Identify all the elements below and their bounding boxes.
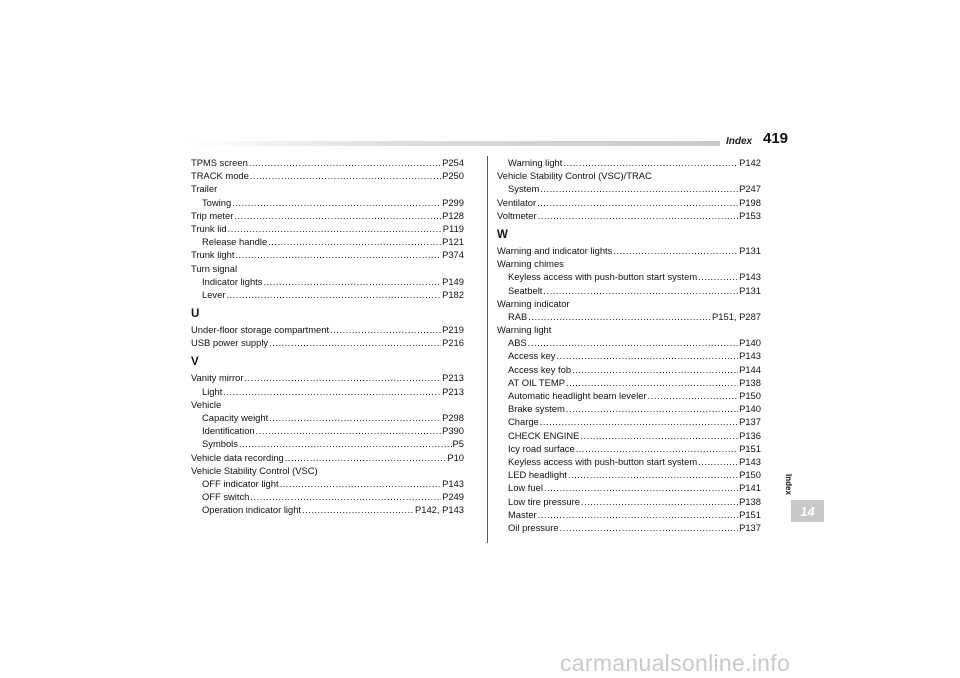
index-entry-label: Trunk light <box>191 249 235 261</box>
index-entry[interactable] <box>191 275 464 288</box>
index-page-ref[interactable]: P143 <box>739 271 761 283</box>
index-entry[interactable] <box>497 481 761 494</box>
dot-leader <box>249 156 441 169</box>
dot-leader <box>239 437 452 450</box>
dot-leader <box>538 508 738 521</box>
index-page-ref[interactable]: P142 <box>739 157 761 168</box>
index-page-ref[interactable]: P142, P143 <box>415 504 464 516</box>
index-entry[interactable] <box>497 442 761 455</box>
index-entry-label: OFF indicator light <box>202 477 279 489</box>
index-entry[interactable] <box>191 385 464 398</box>
index-page-ref[interactable]: P137 <box>739 521 761 533</box>
dot-leader <box>269 336 441 349</box>
index-entry[interactable] <box>191 235 464 248</box>
index-page-ref[interactable]: P140 <box>739 337 761 349</box>
chapter-tab[interactable]: 14 <box>791 500 824 522</box>
index-column-left <box>191 156 464 517</box>
index-entry-label: CHECK ENGINE <box>508 429 580 441</box>
index-entry-label: Trunk lid <box>191 222 227 234</box>
index-entry-label: Automatic headlight beam leveler <box>508 390 647 401</box>
index-page-ref[interactable]: P374 <box>442 249 464 261</box>
index-entry-label: Lever <box>202 288 226 300</box>
index-page-ref[interactable]: P213 <box>442 385 464 397</box>
index-page-ref[interactable]: P119 <box>442 222 464 234</box>
dot-leader <box>580 429 738 442</box>
index-page-ref[interactable]: P182 <box>442 288 464 300</box>
dot-leader <box>581 495 738 508</box>
watermark: carmanualsonline.info <box>560 650 791 676</box>
index-entry-label: TPMS screen <box>191 157 248 168</box>
index-entry-label: Seatbelt <box>508 284 543 296</box>
dot-leader <box>528 310 711 323</box>
dot-leader <box>540 182 738 195</box>
section-title: Index <box>726 136 753 147</box>
dot-leader <box>269 411 441 424</box>
index-entry[interactable] <box>191 424 464 437</box>
index-page-ref[interactable]: P150 <box>739 390 761 401</box>
index-entry[interactable] <box>497 376 761 389</box>
index-entry[interactable] <box>497 455 761 468</box>
index-entry-label: Access key <box>508 350 556 362</box>
index-entry-label: Ventilator <box>497 196 537 208</box>
dot-leader <box>613 244 738 257</box>
index-page-ref[interactable]: P247 <box>739 183 761 195</box>
index-entry[interactable] <box>191 196 464 209</box>
index-entry[interactable] <box>191 503 464 516</box>
dot-leader <box>566 376 738 389</box>
dot-leader <box>556 349 738 362</box>
dot-leader <box>244 371 441 384</box>
header-rule <box>190 141 720 146</box>
index-column-right <box>497 156 761 534</box>
index-entry[interactable] <box>191 411 464 424</box>
index-entry-label: Symbols <box>202 438 238 450</box>
dot-leader <box>285 451 447 464</box>
index-entry[interactable] <box>497 156 761 169</box>
index-entry[interactable] <box>497 495 761 508</box>
index-entry-label: Low fuel <box>508 482 543 494</box>
index-entry[interactable] <box>191 336 464 349</box>
index-entry[interactable] <box>497 402 761 415</box>
dot-leader <box>543 284 738 297</box>
index-entry-label: Icy road surface <box>508 442 575 454</box>
dot-leader <box>648 389 738 402</box>
index-entry[interactable] <box>497 363 761 376</box>
index-group-heading <box>497 169 761 182</box>
index-entry-label: System <box>508 183 540 195</box>
index-entry-label: TRACK mode <box>191 170 249 182</box>
dot-leader <box>568 468 738 481</box>
index-page-ref[interactable]: P136 <box>739 429 761 441</box>
index-page-ref[interactable]: P137 <box>739 416 761 428</box>
index-entry-label: Charge <box>508 416 539 428</box>
index-group-heading <box>497 257 761 270</box>
index-entry[interactable] <box>497 182 761 195</box>
dot-leader <box>576 442 738 455</box>
index-entry-label: USB power supply <box>191 337 269 349</box>
dot-leader <box>330 323 441 336</box>
index-entry-label: Towing <box>202 196 232 208</box>
index-letter-heading: W <box>497 228 508 241</box>
dot-leader <box>226 288 441 301</box>
index-entry-label: Keyless access with push-button start system <box>508 455 698 467</box>
index-group-heading <box>497 297 761 310</box>
index-group-heading <box>191 398 464 411</box>
index-entry-label: ABS <box>508 337 527 349</box>
index-entry-label: Warning indicator <box>497 297 570 309</box>
index-page-ref[interactable]: P249 <box>442 491 464 503</box>
index-entry-label: Vehicle Stability Control (VSC) <box>191 464 318 476</box>
index-entry[interactable] <box>191 477 464 490</box>
index-entry[interactable] <box>497 209 761 222</box>
index-entry-label: Keyless access with push-button start system <box>508 271 698 283</box>
index-page-ref[interactable]: P143 <box>442 477 464 489</box>
index-entry[interactable] <box>497 284 761 297</box>
index-page-ref[interactable]: P150 <box>739 469 761 481</box>
index-page-ref[interactable]: P141 <box>739 482 761 494</box>
index-entry[interactable] <box>191 169 464 182</box>
index-page-ref[interactable]: P250 <box>442 170 464 182</box>
index-entry-label: Turn signal <box>191 262 238 274</box>
dot-leader <box>572 363 738 376</box>
index-entry[interactable] <box>497 521 761 534</box>
index-group-heading <box>191 262 464 275</box>
index-entry-label: Access key fob <box>508 363 572 375</box>
index-entry-label: Warning light <box>508 157 563 168</box>
index-entry-label: Low tire pressure <box>508 495 580 507</box>
index-page-ref[interactable]: P198 <box>739 196 761 208</box>
index-entry[interactable] <box>191 156 464 169</box>
index-entry-label: AT OIL TEMP <box>508 376 565 388</box>
index-entry-label: RAB <box>508 310 528 322</box>
dot-leader <box>250 169 441 182</box>
dot-leader <box>544 481 738 494</box>
index-page-ref[interactable]: P131 <box>739 284 761 296</box>
index-letter-heading: V <box>191 356 199 369</box>
dot-leader <box>280 477 442 490</box>
dot-leader <box>566 402 738 415</box>
index-entry[interactable] <box>191 209 464 222</box>
index-entry-label: Indicator lights <box>202 275 263 287</box>
index-entry[interactable] <box>497 468 761 481</box>
side-tab-label: Index <box>784 474 793 495</box>
dot-leader <box>528 336 738 349</box>
index-entry-label: Identification <box>202 425 255 437</box>
index-page-ref[interactable]: P138 <box>739 495 761 507</box>
index-entry-label: Under-floor storage compartment <box>191 324 330 336</box>
index-page-ref[interactable]: P10 <box>447 451 464 463</box>
index-entry[interactable] <box>191 248 464 261</box>
index-entry-label: Release handle <box>202 236 268 248</box>
index-entry-label: Vehicle data recording <box>191 451 284 463</box>
index-entry-label: Operation indicator light <box>202 504 302 516</box>
index-page-ref[interactable]: P299 <box>442 196 464 208</box>
index-entry[interactable] <box>497 270 761 283</box>
dot-leader <box>228 222 442 235</box>
index-entry[interactable] <box>191 490 464 503</box>
dot-leader <box>232 196 441 209</box>
dot-leader <box>563 156 738 169</box>
index-entry[interactable] <box>191 451 464 464</box>
dot-leader <box>250 490 441 503</box>
dot-leader <box>698 270 738 283</box>
index-letter-heading: U <box>191 308 200 321</box>
column-divider <box>487 156 488 543</box>
index-page-ref[interactable]: P254 <box>442 157 464 168</box>
index-entry-label: Trip meter <box>191 209 234 221</box>
index-page-ref[interactable]: P149 <box>442 275 464 287</box>
index-entry-label: LED headlight <box>508 469 567 481</box>
index-entry-label: Oil pressure <box>508 521 559 533</box>
index-page-ref[interactable]: P121 <box>442 236 464 248</box>
index-entry-label: Light <box>202 385 223 397</box>
index-entry[interactable] <box>191 323 464 336</box>
index-entry[interactable] <box>497 244 761 257</box>
index-page-ref[interactable]: P128 <box>442 209 464 221</box>
index-entry[interactable] <box>191 222 464 235</box>
dot-leader <box>256 424 441 437</box>
index-entry[interactable] <box>497 196 761 209</box>
index-entry-label: Vehicle <box>191 398 222 410</box>
dot-leader <box>698 455 738 468</box>
index-page-ref[interactable]: P138 <box>739 376 761 388</box>
dot-leader <box>537 196 738 209</box>
dot-leader <box>263 275 441 288</box>
index-entry[interactable] <box>497 336 761 349</box>
dot-leader <box>235 248 441 261</box>
index-page-ref[interactable]: P151 <box>739 442 761 454</box>
dot-leader <box>302 503 414 516</box>
index-entry[interactable] <box>497 389 761 402</box>
index-page-ref[interactable]: P216 <box>442 337 464 349</box>
index-entry-label: Warning and indicator lights <box>497 244 613 256</box>
dot-leader <box>540 415 738 428</box>
index-entry-label: Warning light <box>497 324 552 336</box>
index-page-ref[interactable]: P151 <box>739 508 761 520</box>
index-page-ref[interactable]: P153 <box>739 209 761 221</box>
dot-leader <box>560 521 739 534</box>
dot-leader <box>268 235 441 248</box>
index-page-ref[interactable]: P143 <box>739 455 761 467</box>
index-page-ref[interactable]: P131 <box>739 244 761 256</box>
index-entry[interactable] <box>497 415 761 428</box>
index-page-ref[interactable]: P213 <box>442 372 464 384</box>
dot-leader <box>234 209 441 222</box>
dot-leader <box>223 385 441 398</box>
index-page-ref[interactable]: P298 <box>442 412 464 423</box>
index-entry-label: Warning chimes <box>497 258 564 270</box>
index-page-ref[interactable]: P144 <box>739 363 761 375</box>
index-group-heading <box>191 182 464 195</box>
index-entry[interactable] <box>497 349 761 362</box>
index-entry[interactable] <box>191 437 464 450</box>
index-entry[interactable] <box>191 371 464 384</box>
index-entry-label: Vehicle Stability Control (VSC)/TRAC <box>497 170 652 182</box>
index-page-ref[interactable]: P5 <box>452 438 464 450</box>
page-number: 419 <box>763 130 789 147</box>
index-page-ref[interactable]: P140 <box>739 403 761 415</box>
index-page-ref[interactable]: P390 <box>442 425 464 437</box>
index-entry[interactable] <box>191 288 464 301</box>
index-page-ref[interactable]: P143 <box>739 350 761 362</box>
index-page-ref[interactable]: P219 <box>442 324 464 336</box>
index-entry[interactable] <box>497 429 761 442</box>
dot-leader <box>538 209 738 222</box>
index-entry-label: OFF switch <box>202 491 250 503</box>
index-entry-label: Vanity mirror <box>191 372 244 384</box>
index-entry-label: Trailer <box>191 183 218 195</box>
index-group-heading <box>191 464 464 477</box>
index-entry-label: Brake system <box>508 403 565 415</box>
index-entry-label: Voltmeter <box>497 209 537 221</box>
index-entry[interactable] <box>497 508 761 521</box>
index-page-ref[interactable]: P151, P287 <box>712 310 761 322</box>
index-entry-label: Capacity weight <box>202 412 269 423</box>
index-group-heading <box>497 323 761 336</box>
index-entry-label: Master <box>508 508 537 520</box>
index-entry[interactable] <box>497 310 761 323</box>
